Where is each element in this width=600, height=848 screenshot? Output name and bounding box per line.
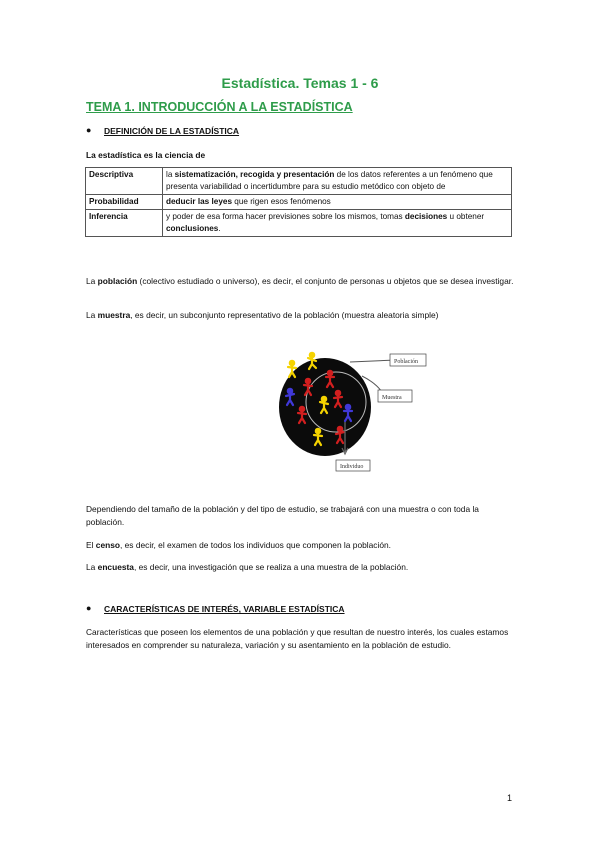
intro-text: La estadística es la ciencia de xyxy=(86,150,206,160)
document-title: Estadística. Temas 1 - 6 xyxy=(221,75,379,91)
paragraph-muestra: La muestra, es decir, un subconjunto representativo de la población (muestra aleatoria simple) xyxy=(86,310,439,320)
paragraph-tamano: Dependiendo del tamaño de la población y del tipo de estudio, se trabajará con una muestra o con toda la población. xyxy=(86,504,479,527)
table-cell-key: Probabilidad xyxy=(86,195,163,210)
table-row xyxy=(86,168,512,195)
bullet-heading-caracteristicas xyxy=(86,603,345,614)
bullet-heading-definicion xyxy=(86,125,240,136)
arrow-poblacion xyxy=(350,360,396,362)
label-poblacion: Población xyxy=(394,359,418,365)
table-cell-key: Inferencia xyxy=(86,210,163,237)
bullet-icon: ● xyxy=(86,125,92,135)
page-number: 1 xyxy=(507,793,513,803)
definition-table xyxy=(85,167,512,237)
bullet-heading-text: CARACTERÍSTICAS DE INTERÉS, VARIABLE ESTADÍSTICA xyxy=(104,604,345,614)
label-muestra: Muestra xyxy=(382,395,402,401)
paragraph-censo: El censo, es decir, el examen de todos los individuos que componen la población. xyxy=(86,540,391,550)
label-individuo: Individuo xyxy=(340,464,364,470)
table-row xyxy=(86,210,512,237)
table-row xyxy=(86,195,512,210)
bullet-heading-text: DEFINICIÓN DE LA ESTADÍSTICA xyxy=(104,126,240,136)
table-cell-value: deducir las leyes que rigen esos fenómenos xyxy=(163,195,512,210)
table-cell-key: Descriptiva xyxy=(86,168,163,195)
bullet-icon: ● xyxy=(86,603,92,613)
population-sample-diagram xyxy=(278,340,438,480)
paragraph-poblacion: La población (colectivo estudiado o universo), es decir, el conjunto de personas u objetos que se desea investigar. xyxy=(86,276,514,286)
table-cell-value: y poder de esa forma hacer previsiones sobre los mismos, tomas decisiones u obtener conclusiones. xyxy=(163,210,512,237)
paragraph-encuesta: La encuesta, es decir, una investigación que se realiza a una muestra de la población. xyxy=(86,562,409,572)
section-heading-tema1: TEMA 1. INTRODUCCIÓN A LA ESTADÍSTICA xyxy=(86,100,353,114)
paragraph-caracteristicas: Características que poseen los elementos de una población y que resultan de nuestro interés, los cuales estamos interesados en comprender su naturaleza, variación y su asentamiento en la población de estudio. xyxy=(86,627,509,650)
table-cell-value: la sistematización, recogida y presentación de los datos referentes a un fenómeno que presenta variabilidad o incertidumbre para su estudio metódico con objeto de xyxy=(163,168,512,195)
